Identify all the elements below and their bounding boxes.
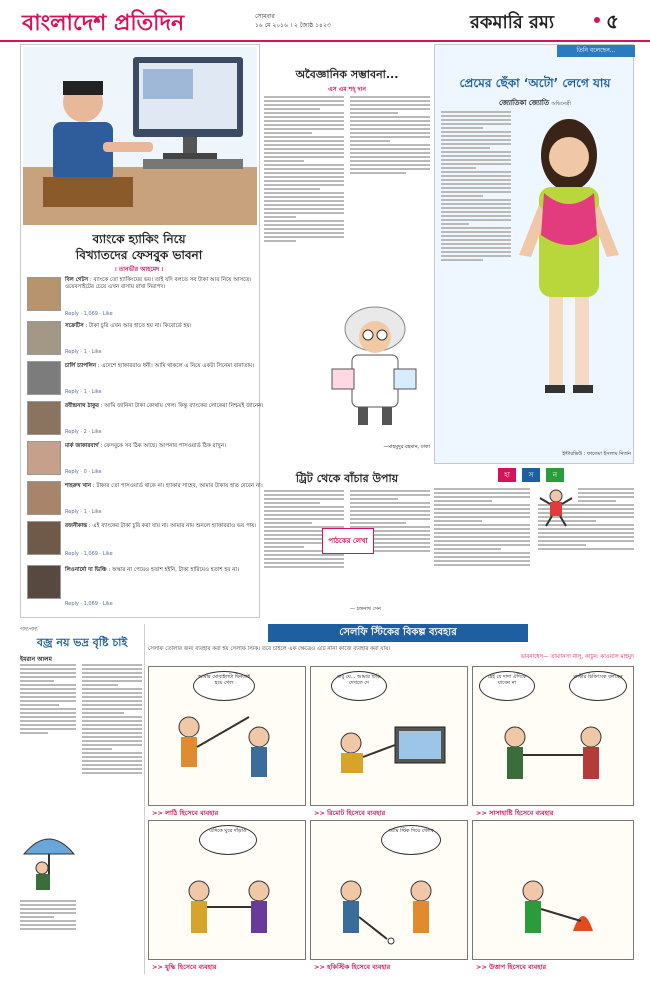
middle-story-title: অবৈজ্ঞানিক সম্ভাবনা... xyxy=(295,68,399,81)
caption-1: >> লাঠি হিসেবে ব্যবহার xyxy=(152,809,219,817)
poster-name: রজনীকান্ত xyxy=(65,523,88,529)
middle-story-byline: এস এম শহ্‌ দান xyxy=(328,86,366,93)
haso-col-1 xyxy=(434,488,530,612)
caption-6: >> উত্তাপ হিসেবে ব্যবহার xyxy=(476,963,547,971)
masthead xyxy=(0,0,650,42)
post-text: আমি জানিনা টাকা কোথায় গেল। কিন্তু ব্যাংকের লোকেরা নিশ্চয়ই জানেন। xyxy=(104,403,264,409)
fb-post: বিল গেটস : ব্যাংকে তো হ্যাকিংয়ের ভয়। তাই যদি বলতে সব টাকা আর নিয়ে আসতে। ওয়েবসাইটের চেয়ে এখন বাসায় রাখা নিরাপদ। Reply · 1,069 · Like xyxy=(21,275,279,319)
speech-bubble: হেই যে দাদা ঐদিকে যাবেন না xyxy=(479,671,535,701)
right-footer: ইন্টারভিউ : ফাতেমা ইসলাম নির্জন xyxy=(562,451,631,457)
scientist-illustration xyxy=(320,299,430,429)
selfie-credits: ভাবনাধেস— তামানিসা নীলু, কার্টুন: কাওয়াল মাহমুদ xyxy=(520,654,634,660)
avatar xyxy=(27,521,61,555)
avatar xyxy=(27,565,61,599)
avatar xyxy=(27,441,61,475)
poster-name: বিল গেটস xyxy=(65,277,89,283)
left-story-byline: । তানভীর আহমেদ । xyxy=(114,266,164,273)
post-text: টাকা চুরি এখন আর হাতে হয় না। কিবোর্ডে হয়। xyxy=(89,323,192,329)
section-title: রকমারি রম্য xyxy=(470,12,555,33)
column-text-2 xyxy=(82,664,142,964)
avatar xyxy=(27,361,61,395)
post-text: এদেশে হ্যাকাররাও ধনী। আমি থাকলে এ নিয়ে একটা সিনেমা বানাতাম। xyxy=(101,363,255,369)
right-story-kicker: তিনি বলেছেন... xyxy=(557,45,635,57)
haso-figure-icon xyxy=(538,488,574,528)
avatar xyxy=(27,401,61,435)
poster-name: সক্রেটিস xyxy=(65,323,84,329)
avatar xyxy=(27,481,61,515)
left-story-title-1: ব্যাংকে হ্যাকিং নিয়ে xyxy=(92,232,186,246)
fb-post: সক্রেটিস : টাকা চুরি এখন আর হাতে হয় না। কিবোর্ডে হয়। Reply · 1 · Like xyxy=(21,319,279,359)
poster-name: লিওনার্দো দা ভিঞ্চি xyxy=(65,567,107,573)
bottom-left-column xyxy=(20,624,145,974)
left-story xyxy=(20,44,264,618)
masthead-date: ১৬ মে ২০১৬ । ২ জ্যৈষ্ঠ ১৪২৩ xyxy=(255,22,331,29)
tips-title: ট্রিট থেকে বাঁচার উপায় xyxy=(295,472,399,485)
byline-name: জ্যোতিকা জ্যোতি xyxy=(498,99,550,107)
post-text: টাকার তো পাসওয়ার্ড থাকে না। হ্যাকার সাহেব, আমার টাকায় হাত দেবেন না। xyxy=(96,483,263,489)
right-story-byline xyxy=(435,97,635,109)
column-text-3 xyxy=(20,900,76,970)
column-title: বজ্র নয় ভদ্র বৃষ্টি চাই xyxy=(36,636,128,649)
post-text: অস্কার না পেয়েও হতাশ হইনি, টাকা হারিয়েও হতাশ হব না। xyxy=(112,567,239,573)
selfie-section xyxy=(148,624,634,974)
tips-credit: — চন্দ্রনাথ সেন xyxy=(350,606,381,612)
cartoon-panel-5 xyxy=(310,820,468,960)
post-meta[interactable]: Reply · 1,069 · Like xyxy=(65,311,113,317)
right-text-col-1 xyxy=(441,111,511,451)
poster-name: শাহরুখ খান xyxy=(65,483,91,489)
avatar xyxy=(27,321,61,355)
speech-bubble: মাস্টার চিকিৎসক বলছেন xyxy=(569,671,627,701)
caption-5: >> হকিস্টিক হিসেবে ব্যবহার xyxy=(314,963,391,971)
column-label: গদ্যপদ্য xyxy=(20,626,38,633)
haso-letter-3: ন xyxy=(546,468,564,482)
speech-bubble: আমার মোবাইলটা ছিনতাই হয়ে গেল xyxy=(193,671,255,701)
caption-4: >> যুদ্ধি হিসেবে ব্যবহার xyxy=(152,963,217,971)
poster-name: চার্লি চ্যাপলিন xyxy=(65,363,96,369)
umbrella-illustration xyxy=(20,824,78,894)
selfie-title: সেলফি স্টিকের বিকল্প ব্যবহার xyxy=(268,624,528,642)
selfie-intro: সেলফি তোলার জন্য ব্যবহার করা হয় সেলফি স্টিক। তবে চাইলে এক ক্ষেত্রেও এটি নানা কাজে ব্যবহার করা যায়। xyxy=(148,646,391,652)
cartoon-panel-6 xyxy=(472,820,634,960)
section-dot xyxy=(594,17,600,23)
post-meta[interactable]: Reply · 2 · Like xyxy=(65,429,102,435)
tips-section xyxy=(264,468,430,618)
actress-illustration xyxy=(509,115,629,405)
post-meta[interactable]: Reply · 1 · Like xyxy=(65,509,102,515)
right-story-title: প্রেমের ছেঁকা ‘অটো’ লেগে যায় xyxy=(459,76,611,90)
page-number: ৫ xyxy=(606,9,619,33)
post-text: এই ব্যাংকের টাকা চুরি করা যায় না। আমার নাম শুনলে হ্যাকাররাও ভয় পায়। xyxy=(92,523,257,529)
caption-2: >> রিমোট হিসেবে ব্যবহার xyxy=(314,809,386,817)
middle-story xyxy=(264,44,430,464)
fb-post: শাহরুখ খান : টাকার তো পাসওয়ার্ড থাকে না। হ্যাকার সাহেব, আমার টাকায় হাত দেবেন না। Reply · 1 · Like xyxy=(21,479,279,519)
post-text: ফেসবুকে সব ঠিক আছে। আপনার পাসওয়ার্ড ঠিক রাখুন। xyxy=(104,443,227,449)
caption-3: >> সাসাহাষ্টি হিসেবে ব্যবহার xyxy=(476,809,554,817)
left-story-title-2: বিখ্যাতদের ফেসবুক ভাবনা xyxy=(75,248,203,262)
fb-post: মার্ক জাকারবার্গ : ফেসবুকে সব ঠিক আছে। আপনার পাসওয়ার্ড ঠিক রাখুন। Reply · 0 · Like xyxy=(21,439,279,479)
byline-role: অভিনেত্রী xyxy=(551,101,572,107)
poster-name: রবীন্দ্রনাথ ঠাকুর xyxy=(65,403,99,409)
haso-section xyxy=(434,468,634,618)
haso-letter-1: হা xyxy=(498,468,516,482)
right-story xyxy=(434,44,634,464)
post-meta[interactable]: Reply · 0 · Like xyxy=(65,469,102,475)
fb-post: চার্লি চ্যাপলিন : এদেশে হ্যাকাররাও ধনী। আমি থাকলে এ নিয়ে একটা সিনেমা বানাতাম। Reply · 1 · Like xyxy=(21,359,279,399)
post-meta[interactable]: Reply · 1,069 · Like xyxy=(65,551,113,557)
newspaper-logo: বাংলাদেশ প্রতিদিন xyxy=(22,10,185,36)
cartoon-panel-2 xyxy=(310,666,468,806)
middle-text-col-2 xyxy=(350,96,430,266)
fb-post: রবীন্দ্রনাথ ঠাকুর : আমি জানিনা টাকা কোথায় গেল। কিন্তু ব্যাংকের লোকেরা নিশ্চয়ই জানেন। Reply · 2 · Like xyxy=(21,399,279,439)
haso-letter-2: স xyxy=(522,468,540,482)
fb-post: রজনীকান্ত : এই ব্যাংকের টাকা চুরি করা যায় না। আমার নাম শুনলে হ্যাকাররাও ভয় পায়। Reply · 1,069 · Like xyxy=(21,519,279,563)
column-author: ইমরান আলম xyxy=(20,656,52,663)
speech-bubble: এদিকে ঘুরে দাঁড়াও xyxy=(199,825,257,855)
hacker-illustration xyxy=(23,47,257,225)
avatar xyxy=(27,277,61,311)
speech-bubble: বাবু যে... আমার টিভি দেখতে দে xyxy=(331,671,387,701)
reader-badge: পাঠকের লেখা xyxy=(322,528,374,554)
fb-post: লিওনার্দো দা ভিঞ্চি : অস্কার না পেয়েও হতাশ হইনি, টাকা হারিয়েও হতাশ হব না। Reply · 1,069 · Like xyxy=(21,563,279,613)
poster-name: মার্ক জাকারবার্গ xyxy=(65,443,99,449)
masthead-day: সোমবার xyxy=(255,13,275,20)
cartoon-panel-4 xyxy=(148,820,306,960)
post-meta[interactable]: Reply · 1,069 · Like xyxy=(65,601,113,607)
post-text: ব্যাংকে তো হ্যাকিংয়ের ভয়। তাই যদি বলতে সব টাকা আর নিয়ে আসতে। ওয়েবসাইটের চেয়ে এখন বাসায় রাখা নিরাপদ। xyxy=(65,277,252,290)
post-meta[interactable]: Reply · 1 · Like xyxy=(65,389,102,395)
speech-bubble: আমি স্টিক দিয়ে খেলব xyxy=(381,825,441,855)
cartoon-panel-1 xyxy=(148,666,306,806)
cartoon-panel-3 xyxy=(472,666,634,806)
post-meta[interactable]: Reply · 1 · Like xyxy=(65,349,102,355)
middle-author-credit: —মাহমুদুর রহমান, ঢাকা xyxy=(383,444,430,450)
